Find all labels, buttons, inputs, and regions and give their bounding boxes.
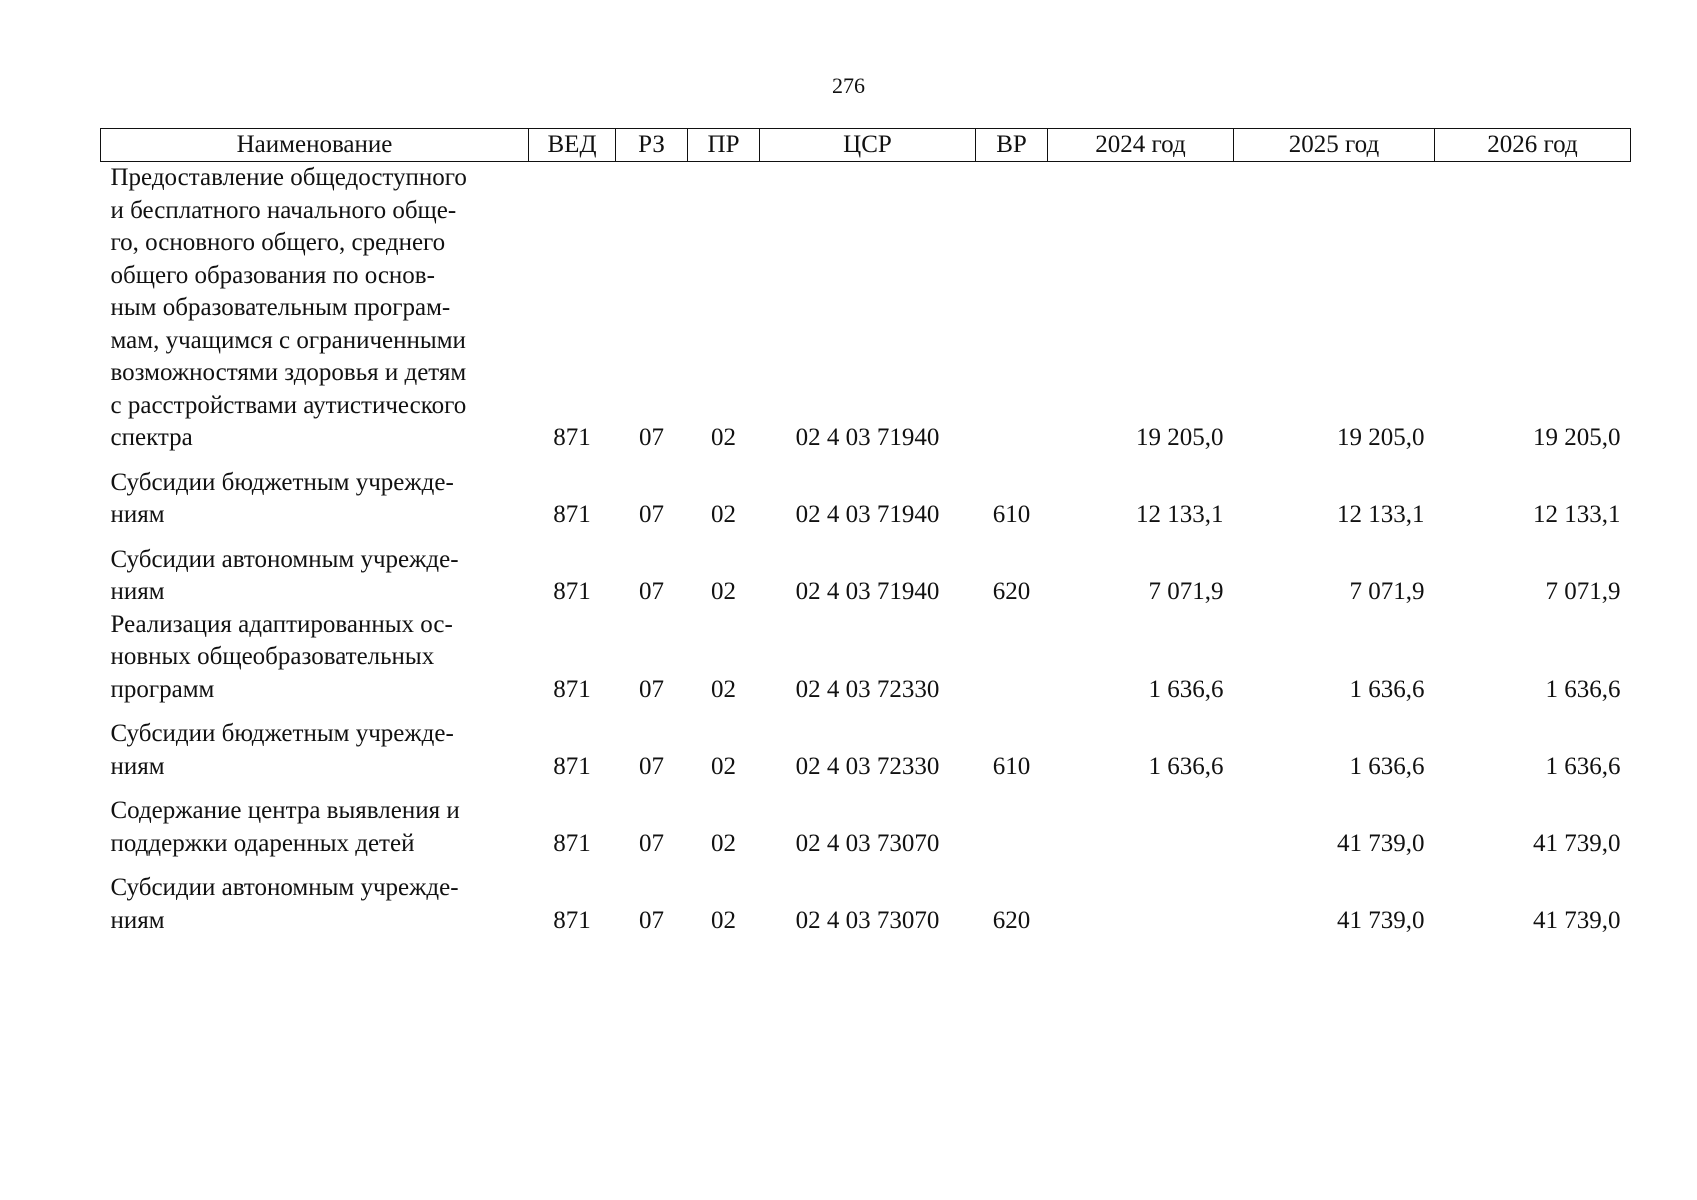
- row-vr: [976, 162, 1048, 455]
- row-2024: [1048, 860, 1234, 937]
- row-vr: [976, 783, 1048, 860]
- row-vr: [976, 609, 1048, 707]
- header-ved: ВЕД: [529, 129, 616, 162]
- row-csr: 02 4 03 73070: [795, 829, 940, 857]
- row-pr: 02: [711, 501, 736, 528]
- row-name: Реализация адаптированных ос- новных общеобразовательных программ: [110, 610, 453, 703]
- row-2025: 1 636,6: [1349, 752, 1425, 780]
- row-rz: 07: [639, 501, 664, 528]
- header-vr: ВР: [976, 129, 1048, 162]
- table-header: [101, 129, 1631, 162]
- row-2024: 19 205,0: [1136, 424, 1224, 451]
- table-row: [101, 783, 1631, 860]
- row-2024: 1 636,6: [1148, 675, 1224, 703]
- row-2025: 19 205,0: [1337, 424, 1425, 451]
- row-name: Субсидии автономным учрежде- ниям: [110, 874, 459, 934]
- row-name: Предоставление общедоступного и бесплатного начального обще- го, основного общего, среднего общего образования по основ- ным образовательным програм- мам, учащимся с ограниченными возможностями здоровья и детям с расстройствами аутистического спектра: [110, 164, 467, 451]
- row-vr: 620: [992, 906, 1031, 934]
- row-rz: 07: [639, 578, 664, 605]
- header-name: Наименование: [101, 129, 529, 162]
- header-2026: 2026 год: [1435, 129, 1631, 162]
- row-ved: 871: [553, 752, 591, 780]
- row-name: Содержание центра выявления и поддержки одаренных детей: [110, 797, 460, 857]
- table-row: [101, 455, 1631, 532]
- row-rz: 07: [639, 829, 664, 857]
- row-rz: 07: [639, 675, 664, 703]
- row-csr: 02 4 03 71940: [795, 501, 940, 528]
- header-rz: РЗ: [616, 129, 688, 162]
- table-row: [101, 860, 1631, 937]
- table-body: [101, 162, 1631, 938]
- row-ved: 871: [553, 675, 591, 703]
- header-pr: ПР: [688, 129, 760, 162]
- row-vr: 610: [992, 501, 1031, 528]
- row-2025: 41 739,0: [1337, 829, 1425, 857]
- row-2026: 19 205,0: [1533, 424, 1621, 451]
- row-csr: 02 4 03 71940: [795, 424, 940, 451]
- row-pr: 02: [711, 752, 736, 780]
- row-2026: 12 133,1: [1533, 501, 1621, 528]
- row-2026: 41 739,0: [1533, 829, 1621, 857]
- row-name: Субсидии бюджетным учрежде- ниям: [110, 468, 454, 528]
- row-ved: 871: [553, 578, 591, 605]
- row-pr: 02: [711, 906, 736, 934]
- row-vr: 620: [992, 578, 1031, 605]
- row-ved: 871: [553, 829, 591, 857]
- header-csr: ЦСР: [760, 129, 976, 162]
- row-pr: 02: [711, 675, 736, 703]
- row-name: Субсидии бюджетным учрежде- ниям: [110, 720, 454, 780]
- row-2026: 1 636,6: [1545, 752, 1621, 780]
- row-pr: 02: [711, 424, 736, 451]
- row-csr: 02 4 03 72330: [795, 675, 940, 703]
- row-name: Субсидии автономным учрежде- ниям: [110, 545, 459, 605]
- header-2024: 2024 год: [1048, 129, 1234, 162]
- row-csr: 02 4 03 71940: [795, 578, 940, 605]
- row-rz: 07: [639, 906, 664, 934]
- row-2024: [1048, 783, 1234, 860]
- header-row: [101, 129, 1631, 162]
- row-pr: 02: [711, 578, 736, 605]
- row-2025: 1 636,6: [1349, 675, 1425, 703]
- row-rz: 07: [639, 752, 664, 780]
- table-row: [101, 162, 1631, 455]
- table-row: [101, 706, 1631, 783]
- header-2025: 2025 год: [1234, 129, 1435, 162]
- row-2025: 41 739,0: [1337, 906, 1425, 934]
- row-2026: 1 636,6: [1545, 675, 1621, 703]
- budget-table: [100, 128, 1631, 937]
- row-2025: 7 071,9: [1349, 578, 1425, 605]
- row-pr: 02: [711, 829, 736, 857]
- row-2026: 7 071,9: [1545, 578, 1621, 605]
- row-2026: 41 739,0: [1533, 906, 1621, 934]
- row-2025: 12 133,1: [1337, 501, 1425, 528]
- table-row: [101, 609, 1631, 707]
- row-2024: 1 636,6: [1148, 752, 1224, 780]
- row-2024: 12 133,1: [1136, 501, 1224, 528]
- row-2024: 7 071,9: [1148, 578, 1224, 605]
- page-number: 276: [832, 73, 865, 98]
- row-ved: 871: [553, 906, 591, 934]
- row-ved: 871: [553, 424, 591, 451]
- table-row: [101, 532, 1631, 609]
- row-ved: 871: [553, 501, 591, 528]
- row-vr: 610: [992, 752, 1031, 780]
- row-rz: 07: [639, 424, 664, 451]
- row-csr: 02 4 03 73070: [795, 906, 940, 934]
- row-csr: 02 4 03 72330: [795, 752, 940, 780]
